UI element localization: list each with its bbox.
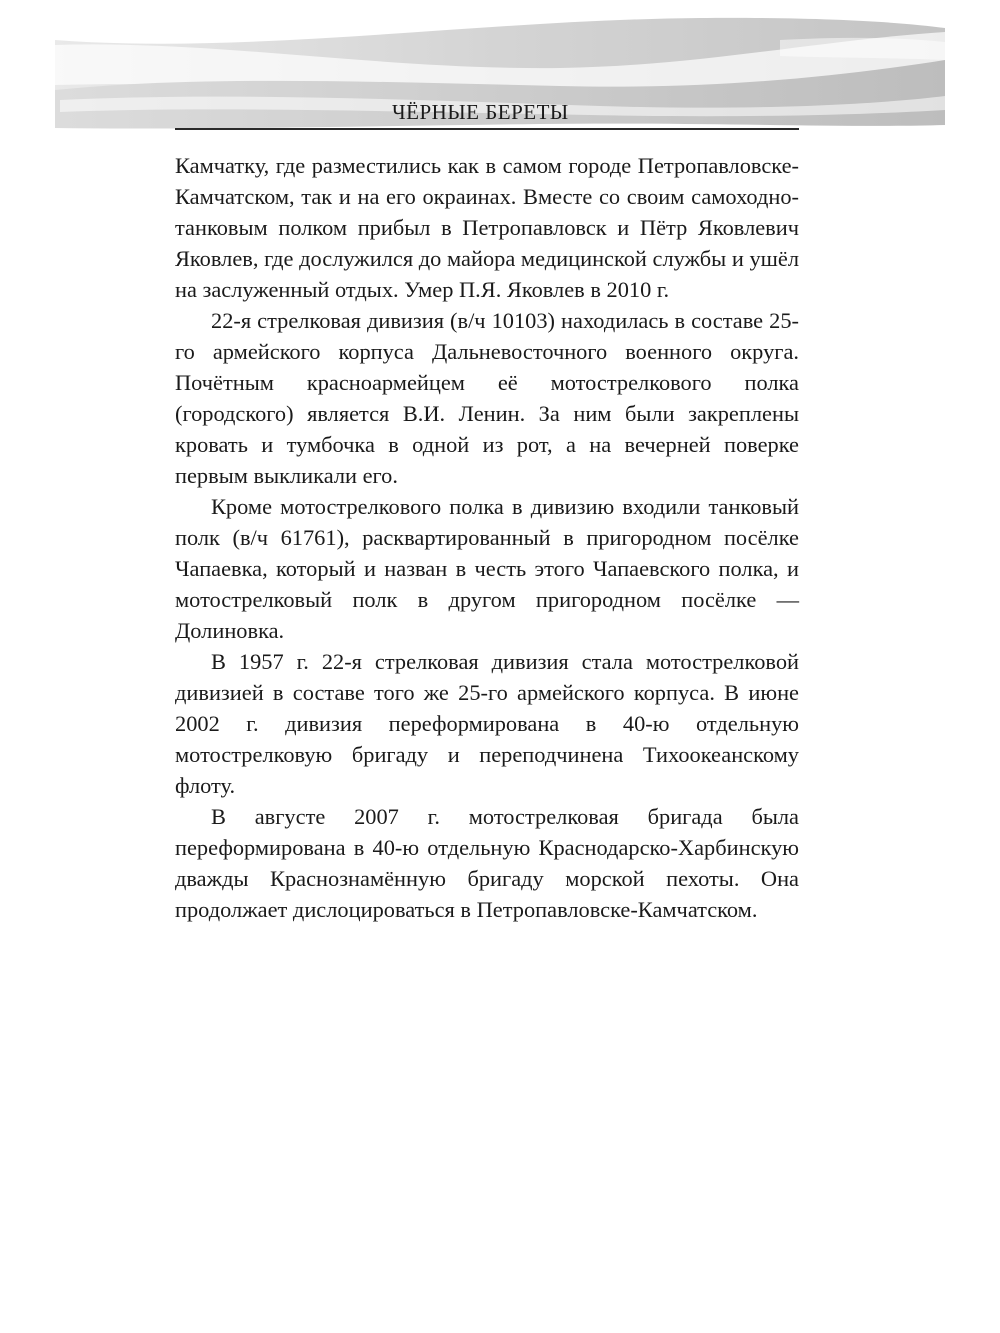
header-wave-decoration bbox=[0, 0, 1000, 170]
header-rule bbox=[175, 128, 799, 130]
body-text bbox=[175, 150, 799, 925]
paragraph: В 1957 г. 22-я стрелковая дивизия стала мотострелковой дивизией в составе того же 25-го армейского корпуса. В июне 2002 г. дивизия переформирована в 40-ю отдельную мотострелковую бригаду и переподчинена Тихоокеанскому флоту. bbox=[175, 649, 799, 798]
paragraph: Камчатку, где разместились как в самом городе Петропавловске-Камчатском, так и на его окраинах. Вместе со своим самоходно-танковым полком прибыл в Петропавловск и Пётр Яковлевич Яковлев, где дослужился до майора медицинской службы и ушёл на заслуженный отдых. Умер П.Я. Яковлев в 2010 г. bbox=[175, 153, 799, 302]
paragraph: 22-я стрелковая дивизия (в/ч 10103) находилась в составе 25-го армейского корпуса Дальневосточного военного округа. Почётным красноармейцем её мотострелкового полка (городского) является В.И. Ленин. За ним были закреплены кровать и тумбочка в одной из рот, а на вечерней поверке первым выкликали его. bbox=[175, 308, 799, 488]
paragraph: В августе 2007 г. мотострелковая бригада была переформирована в 40-ю отдельную Краснодарско-Харбинскую дважды Краснознамённую бригаду морской пехоты. Она продолжает дислоцироваться в Петропавловске-Камчатском. bbox=[175, 804, 799, 922]
paragraph: Кроме мотострелкового полка в дивизию входили танковый полк (в/ч 61761), расквартированный в пригородном посёлке Чапаевка, который и назван в честь этого Чапаевского полка, и мотострелковый полк в другом пригородном посёлке — Долиновка. bbox=[175, 494, 799, 643]
running-title: ЧЁРНЫЕ БЕРЕТЫ bbox=[392, 100, 569, 124]
